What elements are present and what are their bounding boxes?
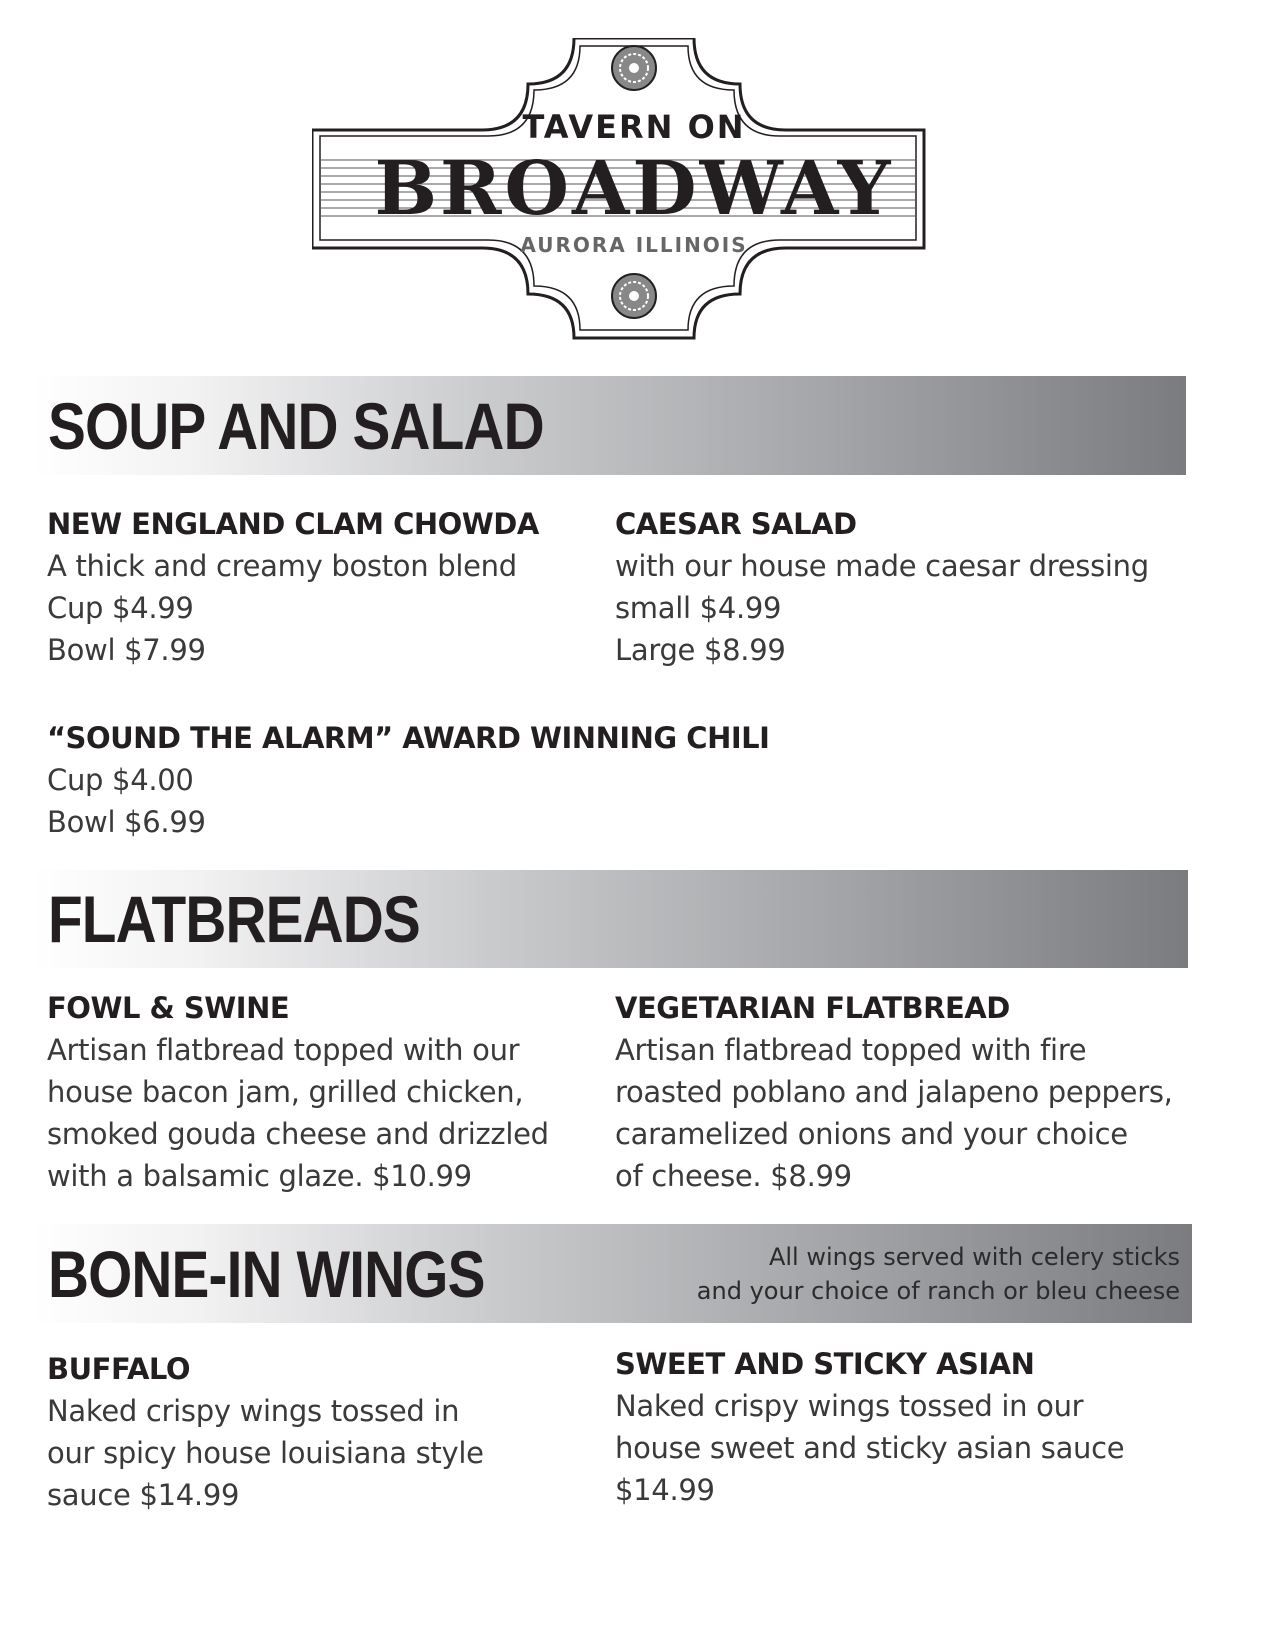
item-description-price: sauce $14.99: [47, 1478, 240, 1512]
item-name: CAESAR SALAD: [615, 507, 857, 541]
item-price-bowl: Bowl $7.99: [47, 633, 206, 667]
item-price-cup: Cup $4.00: [47, 763, 194, 797]
item-name: “SOUND THE ALARM” AWARD WINNING CHILI: [47, 721, 770, 755]
item-description: Naked crispy wings tossed in: [47, 1394, 460, 1428]
item-name: NEW ENGLAND CLAM CHOWDA: [47, 507, 539, 541]
item-description-price: with a balsamic glaze. $10.99: [47, 1159, 472, 1193]
menu-item-sweet-sticky-asian: [615, 1343, 1124, 1511]
item-price-cup: Cup $4.99: [47, 591, 194, 625]
item-name: FOWL & SWINE: [47, 991, 290, 1025]
item-description: smoked gouda cheese and drizzled: [47, 1117, 549, 1151]
item-name: SWEET AND STICKY ASIAN: [615, 1347, 1035, 1381]
item-price-small: small $4.99: [615, 591, 782, 625]
item-description: house bacon jam, grilled chicken,: [47, 1075, 524, 1109]
item-description: our spicy house louisiana style: [47, 1436, 484, 1470]
item-description-price: of cheese. $8.99: [615, 1159, 852, 1193]
menu-item-vegetarian-flatbread: [615, 987, 1173, 1197]
section-title: SOUP AND SALAD: [48, 388, 544, 463]
item-description: house sweet and sticky asian sauce: [615, 1431, 1125, 1465]
section-banner-wings: [32, 1224, 1192, 1323]
item-price-bowl: Bowl $6.99: [47, 805, 206, 839]
menu-item-buffalo: [47, 1348, 484, 1516]
wings-note: [697, 1240, 1180, 1308]
logo-sub-text: AURORA ILLINOIS: [520, 233, 748, 257]
logo-main-text: BROADWAY: [374, 146, 894, 232]
item-price: $14.99: [615, 1473, 715, 1507]
wings-note-line: and your choice of ranch or bleu cheese: [696, 1277, 1180, 1305]
menu-item-caesar-salad: [615, 503, 1149, 671]
wings-note-line: All wings served with celery sticks: [768, 1243, 1180, 1271]
item-description: Artisan flatbread topped with fire: [615, 1033, 1087, 1067]
item-price-large: Large $8.99: [615, 633, 786, 667]
item-name: VEGETARIAN FLATBREAD: [615, 991, 1010, 1025]
menu-item-clam-chowda: [47, 503, 539, 671]
menu-item-fowl-swine: [47, 987, 549, 1197]
item-description: Artisan flatbread topped with our: [47, 1033, 520, 1067]
item-description: caramelized onions and your choice: [615, 1117, 1128, 1151]
item-description: with our house made caesar dressing: [615, 549, 1149, 583]
section-title: BONE-IN WINGS: [48, 1236, 485, 1311]
item-description: roasted poblano and jalapeno peppers,: [615, 1075, 1173, 1109]
menu-item-chili: [47, 717, 769, 843]
item-description: A thick and creamy boston blend: [47, 549, 517, 583]
restaurant-logo: [312, 38, 957, 358]
item-name: BUFFALO: [47, 1352, 190, 1386]
section-banner-flatbreads: [32, 870, 1188, 968]
section-title: FLATBREADS: [48, 882, 420, 956]
rosette-bottom-icon: [612, 274, 656, 318]
section-banner-soup-salad: [32, 376, 1186, 475]
logo-top-text: TAVERN ON: [522, 108, 746, 146]
rosette-top-icon: [612, 46, 656, 90]
item-description: Naked crispy wings tossed in our: [615, 1389, 1084, 1423]
